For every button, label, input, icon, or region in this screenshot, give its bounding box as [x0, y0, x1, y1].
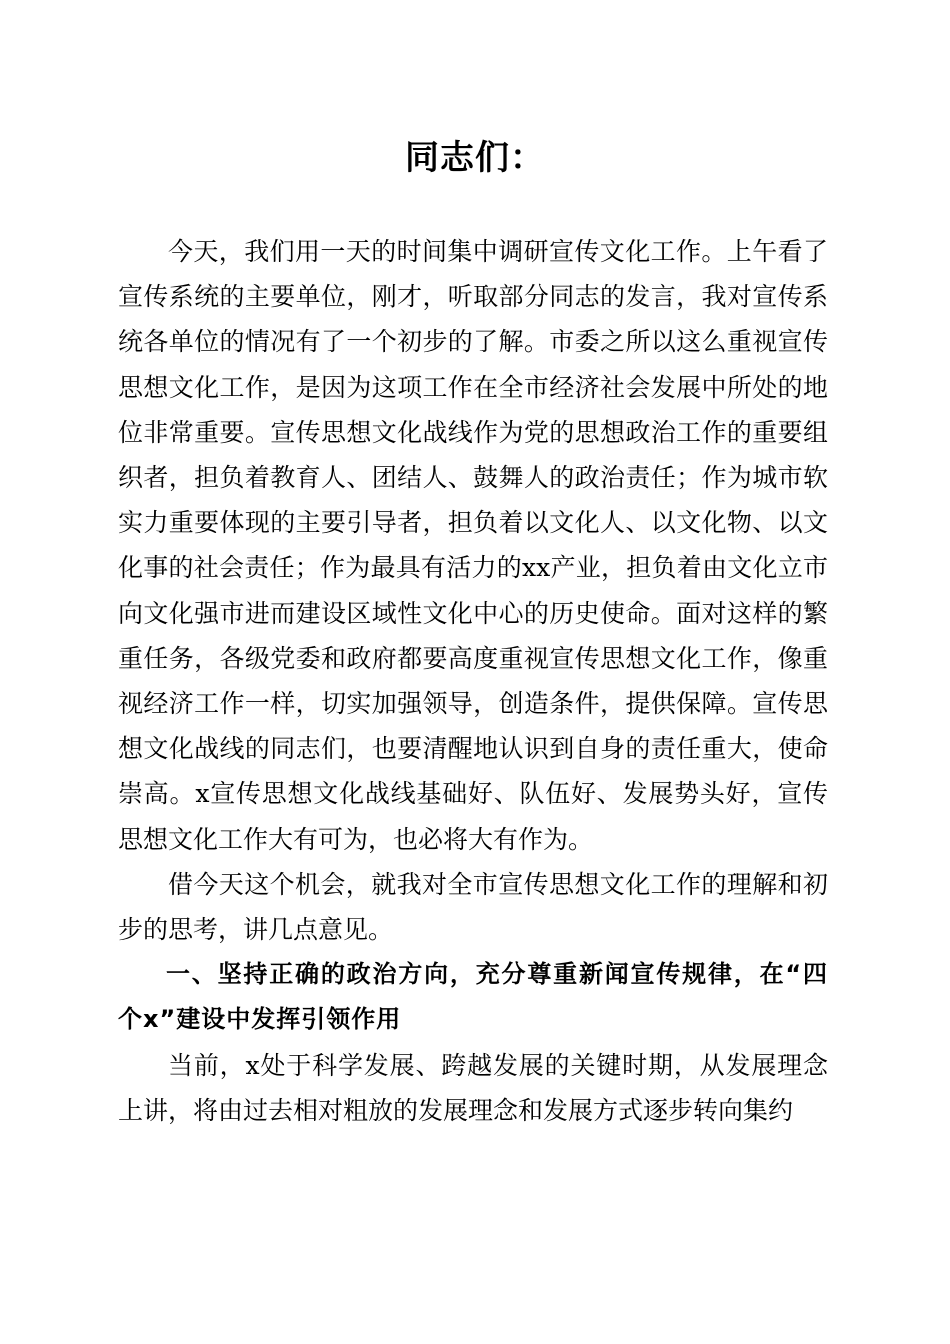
document-body	[118, 229, 828, 1133]
page-title: 同志们：	[405, 138, 545, 178]
paragraph-intro: 今天，我们用一天的时间集中调研宣传文化工作。上午看了宣传系统的主要单位，刚才，听取部分同志的发言，我对宣传系统各单位的情况有了一个初步的了解。市委之所以这么重视宣传思想文化工作，是因为这项工作在全市经济社会发展中所处的地位非常重要。宣传思想文化战线作为党的思想政治工作的重要组织者，担负着教育人、团结人、鼓舞人的政治责任；作为城市软实力重要体现的主要引导者，担负着以文化人、以文化物、以文化事的社会责任；作为最具有活力的xx产业，担负着由文化立市向文化强市进而建设区域性文化中心的历史使命。面对这样的繁重任务，各级党委和政府都要高度重视宣传思想文化工作，像重视经济工作一样，切实加强领导，创造条件，提供保障。宣传思想文化战线的同志们，也要清醒地认识到自身的责任重大，使命崇高。x宣传思想文化战线基础好、队伍好、发展势头好，宣传思想文化工作大有可为，也必将大有作为。	[118, 237, 828, 854]
paragraph-opinion: 借今天这个机会，就我对全市宣传思想文化工作的理解和初步的思考，讲几点意见。	[118, 869, 828, 945]
paragraph-section-1: 当前，x处于科学发展、跨越发展的关键时期，从发展理念上讲，将由过去相对粗放的发展理念和发展方式逐步转向集约	[118, 1050, 828, 1125]
section-heading-1: 一、坚持正确的政治方向，充分尊重新闻宣传规律，在“四个x”建设中发挥引领作用	[118, 960, 828, 1034]
